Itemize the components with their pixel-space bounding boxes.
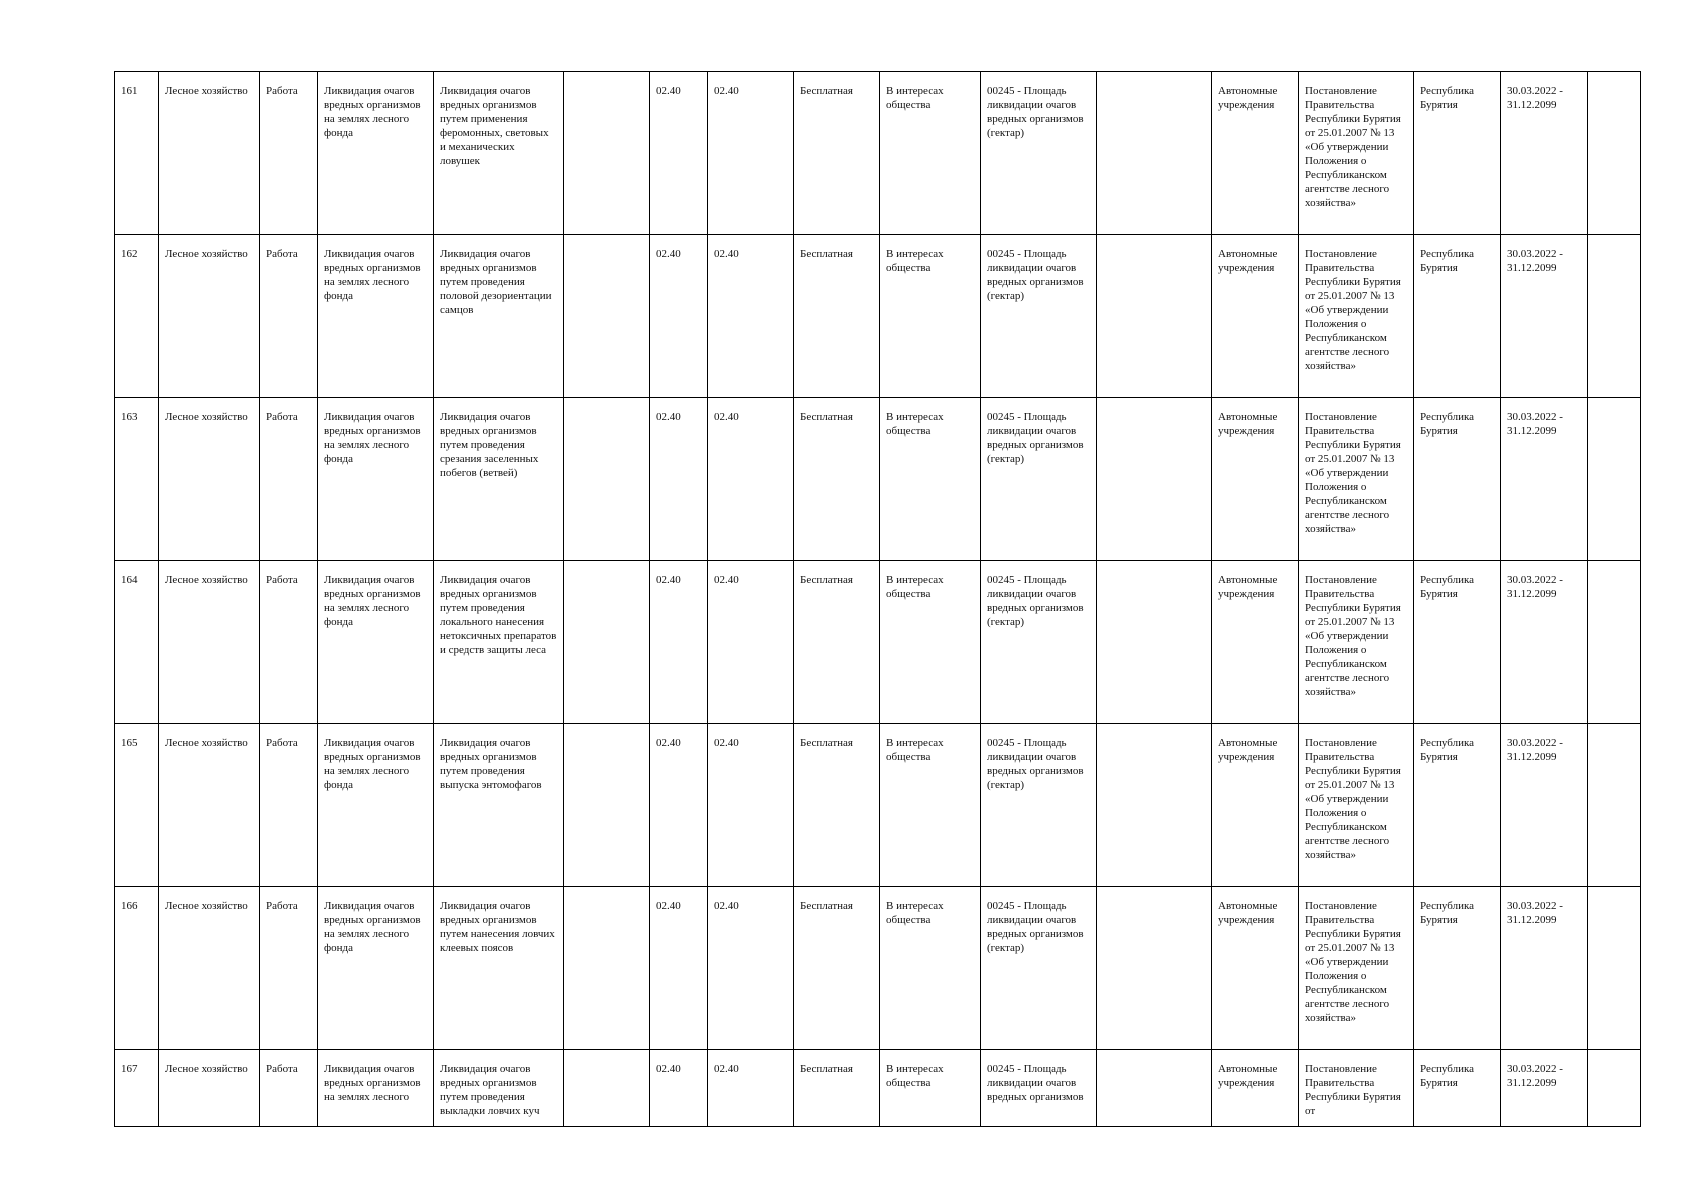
- cell-kind: Работа: [260, 398, 318, 561]
- cell-kind: Работа: [260, 72, 318, 235]
- cell-empty-12: [1097, 1050, 1212, 1127]
- cell-indicator: 00245 - Площадь ликвидации очагов вредных организмов (гектар): [981, 72, 1097, 235]
- cell-consumer: В интересах общества: [880, 72, 981, 235]
- cell-empty-17: [1588, 235, 1641, 398]
- cell-work-name: Ликвидация очагов вредных организмов на землях лесного фонда: [318, 235, 434, 398]
- cell-institution-type: Автономные учреждения: [1212, 887, 1299, 1050]
- cell-work-name: Ликвидация очагов вредных организмов на землях лесного фонда: [318, 72, 434, 235]
- cell-institution-type: Автономные учреждения: [1212, 1050, 1299, 1127]
- table-row: [115, 235, 1641, 398]
- cell-row-number: 167: [115, 1050, 159, 1127]
- cell-legal-basis: Постановление Правительства Республики Бурятия от: [1299, 1050, 1414, 1127]
- cell-okved-code: 02.40: [650, 724, 708, 887]
- cell-row-number: 161: [115, 72, 159, 235]
- cell-work-name: Ликвидация очагов вредных организмов на землях лесного: [318, 1050, 434, 1127]
- cell-kind: Работа: [260, 887, 318, 1050]
- cell-legal-basis: Постановление Правительства Республики Бурятия от 25.01.2007 № 13 «Об утверждении Положения о Республиканском агентстве лесного хозяйства»: [1299, 887, 1414, 1050]
- cell-empty-6: [564, 398, 650, 561]
- cell-kind: Работа: [260, 235, 318, 398]
- cell-okved-code: 02.40: [650, 887, 708, 1050]
- cell-okved-code-2: 02.40: [708, 561, 794, 724]
- cell-consumer: В интересах общества: [880, 561, 981, 724]
- cell-sphere: Лесное хозяйство: [159, 72, 260, 235]
- cell-okved-code-2: 02.40: [708, 72, 794, 235]
- cell-row-number: 163: [115, 398, 159, 561]
- cell-consumer: В интересах общества: [880, 1050, 981, 1127]
- cell-okved-code: 02.40: [650, 72, 708, 235]
- cell-sphere: Лесное хозяйство: [159, 1050, 260, 1127]
- cell-indicator: 00245 - Площадь ликвидации очагов вредных организмов (гектар): [981, 561, 1097, 724]
- table-row: [115, 561, 1641, 724]
- cell-okved-code-2: 02.40: [708, 887, 794, 1050]
- cell-empty-17: [1588, 561, 1641, 724]
- cell-institution-type: Автономные учреждения: [1212, 398, 1299, 561]
- cell-empty-12: [1097, 561, 1212, 724]
- cell-region: Республика Бурятия: [1414, 561, 1501, 724]
- cell-row-number: 164: [115, 561, 159, 724]
- cell-sphere: Лесное хозяйство: [159, 724, 260, 887]
- cell-legal-basis: Постановление Правительства Республики Бурятия от 25.01.2007 № 13 «Об утверждении Положения о Республиканском агентстве лесного хозяйства»: [1299, 398, 1414, 561]
- cell-payment: Бесплатная: [794, 398, 880, 561]
- cell-okved-code-2: 02.40: [708, 1050, 794, 1127]
- cell-region: Республика Бурятия: [1414, 235, 1501, 398]
- cell-empty-17: [1588, 398, 1641, 561]
- cell-indicator: 00245 - Площадь ликвидации очагов вредных организмов (гектар): [981, 235, 1097, 398]
- cell-empty-6: [564, 724, 650, 887]
- cell-okved-code-2: 02.40: [708, 398, 794, 561]
- cell-institution-type: Автономные учреждения: [1212, 72, 1299, 235]
- cell-region: Республика Бурятия: [1414, 1050, 1501, 1127]
- cell-period: 30.03.2022 - 31.12.2099: [1501, 724, 1588, 887]
- cell-payment: Бесплатная: [794, 235, 880, 398]
- cell-legal-basis: Постановление Правительства Республики Бурятия от 25.01.2007 № 13 «Об утверждении Положения о Республиканском агентстве лесного хозяйства»: [1299, 72, 1414, 235]
- cell-empty-12: [1097, 887, 1212, 1050]
- cell-period: 30.03.2022 - 31.12.2099: [1501, 72, 1588, 235]
- table-row: [115, 724, 1641, 887]
- cell-sphere: Лесное хозяйство: [159, 235, 260, 398]
- cell-work-content: Ликвидация очагов вредных организмов путем применения феромонных, световых и механических ловушек: [434, 72, 564, 235]
- cell-region: Республика Бурятия: [1414, 398, 1501, 561]
- cell-empty-12: [1097, 235, 1212, 398]
- cell-indicator: 00245 - Площадь ликвидации очагов вредных организмов (гектар): [981, 887, 1097, 1050]
- cell-okved-code-2: 02.40: [708, 724, 794, 887]
- registry-table: [114, 71, 1641, 1127]
- cell-kind: Работа: [260, 1050, 318, 1127]
- cell-payment: Бесплатная: [794, 72, 880, 235]
- cell-sphere: Лесное хозяйство: [159, 398, 260, 561]
- cell-work-name: Ликвидация очагов вредных организмов на землях лесного фонда: [318, 887, 434, 1050]
- cell-payment: Бесплатная: [794, 561, 880, 724]
- cell-okved-code: 02.40: [650, 235, 708, 398]
- table-row: [115, 887, 1641, 1050]
- cell-legal-basis: Постановление Правительства Республики Бурятия от 25.01.2007 № 13 «Об утверждении Положения о Республиканском агентстве лесного хозяйства»: [1299, 561, 1414, 724]
- cell-payment: Бесплатная: [794, 1050, 880, 1127]
- cell-region: Республика Бурятия: [1414, 724, 1501, 887]
- cell-row-number: 166: [115, 887, 159, 1050]
- cell-empty-17: [1588, 72, 1641, 235]
- cell-empty-12: [1097, 398, 1212, 561]
- cell-indicator: 00245 - Площадь ликвидации очагов вредных организмов: [981, 1050, 1097, 1127]
- cell-institution-type: Автономные учреждения: [1212, 724, 1299, 887]
- cell-row-number: 162: [115, 235, 159, 398]
- cell-work-name: Ликвидация очагов вредных организмов на землях лесного фонда: [318, 724, 434, 887]
- cell-okved-code-2: 02.40: [708, 235, 794, 398]
- cell-consumer: В интересах общества: [880, 887, 981, 1050]
- table-row: [115, 398, 1641, 561]
- cell-period: 30.03.2022 - 31.12.2099: [1501, 887, 1588, 1050]
- cell-sphere: Лесное хозяйство: [159, 561, 260, 724]
- cell-consumer: В интересах общества: [880, 724, 981, 887]
- cell-empty-6: [564, 72, 650, 235]
- cell-region: Республика Бурятия: [1414, 887, 1501, 1050]
- cell-empty-6: [564, 1050, 650, 1127]
- cell-work-name: Ликвидация очагов вредных организмов на землях лесного фонда: [318, 398, 434, 561]
- table-row: [115, 1050, 1641, 1127]
- cell-empty-17: [1588, 1050, 1641, 1127]
- cell-empty-12: [1097, 724, 1212, 887]
- cell-okved-code: 02.40: [650, 561, 708, 724]
- cell-kind: Работа: [260, 561, 318, 724]
- cell-okved-code: 02.40: [650, 398, 708, 561]
- cell-okved-code: 02.40: [650, 1050, 708, 1127]
- cell-work-content: Ликвидация очагов вредных организмов путем проведения половой дезориентации самцов: [434, 235, 564, 398]
- cell-empty-17: [1588, 887, 1641, 1050]
- cell-payment: Бесплатная: [794, 887, 880, 1050]
- cell-work-content: Ликвидация очагов вредных организмов путем нанесения ловчих клеевых поясов: [434, 887, 564, 1050]
- cell-period: 30.03.2022 - 31.12.2099: [1501, 235, 1588, 398]
- cell-row-number: 165: [115, 724, 159, 887]
- cell-empty-6: [564, 561, 650, 724]
- cell-consumer: В интересах общества: [880, 398, 981, 561]
- cell-work-content: Ликвидация очагов вредных организмов путем проведения выпуска энтомофагов: [434, 724, 564, 887]
- cell-region: Республика Бурятия: [1414, 72, 1501, 235]
- cell-empty-12: [1097, 72, 1212, 235]
- cell-kind: Работа: [260, 724, 318, 887]
- table-row: [115, 72, 1641, 235]
- cell-indicator: 00245 - Площадь ликвидации очагов вредных организмов (гектар): [981, 724, 1097, 887]
- cell-work-name: Ликвидация очагов вредных организмов на землях лесного фонда: [318, 561, 434, 724]
- cell-period: 30.03.2022 - 31.12.2099: [1501, 398, 1588, 561]
- cell-institution-type: Автономные учреждения: [1212, 561, 1299, 724]
- cell-payment: Бесплатная: [794, 724, 880, 887]
- cell-period: 30.03.2022 - 31.12.2099: [1501, 561, 1588, 724]
- cell-institution-type: Автономные учреждения: [1212, 235, 1299, 398]
- cell-legal-basis: Постановление Правительства Республики Бурятия от 25.01.2007 № 13 «Об утверждении Положения о Республиканском агентстве лесного хозяйства»: [1299, 724, 1414, 887]
- cell-empty-6: [564, 235, 650, 398]
- cell-consumer: В интересах общества: [880, 235, 981, 398]
- cell-legal-basis: Постановление Правительства Республики Бурятия от 25.01.2007 № 13 «Об утверждении Положения о Республиканском агентстве лесного хозяйства»: [1299, 235, 1414, 398]
- registry-table-body: [115, 72, 1641, 1127]
- cell-period: 30.03.2022 - 31.12.2099: [1501, 1050, 1588, 1127]
- cell-work-content: Ликвидация очагов вредных организмов путем проведения срезания заселенных побегов (ветвей): [434, 398, 564, 561]
- cell-indicator: 00245 - Площадь ликвидации очагов вредных организмов (гектар): [981, 398, 1097, 561]
- cell-work-content: Ликвидация очагов вредных организмов путем проведения локального нанесения нетоксичных препаратов и средств защиты леса: [434, 561, 564, 724]
- cell-empty-17: [1588, 724, 1641, 887]
- cell-empty-6: [564, 887, 650, 1050]
- cell-sphere: Лесное хозяйство: [159, 887, 260, 1050]
- cell-work-content: Ликвидация очагов вредных организмов путем проведения выкладки ловчих куч: [434, 1050, 564, 1127]
